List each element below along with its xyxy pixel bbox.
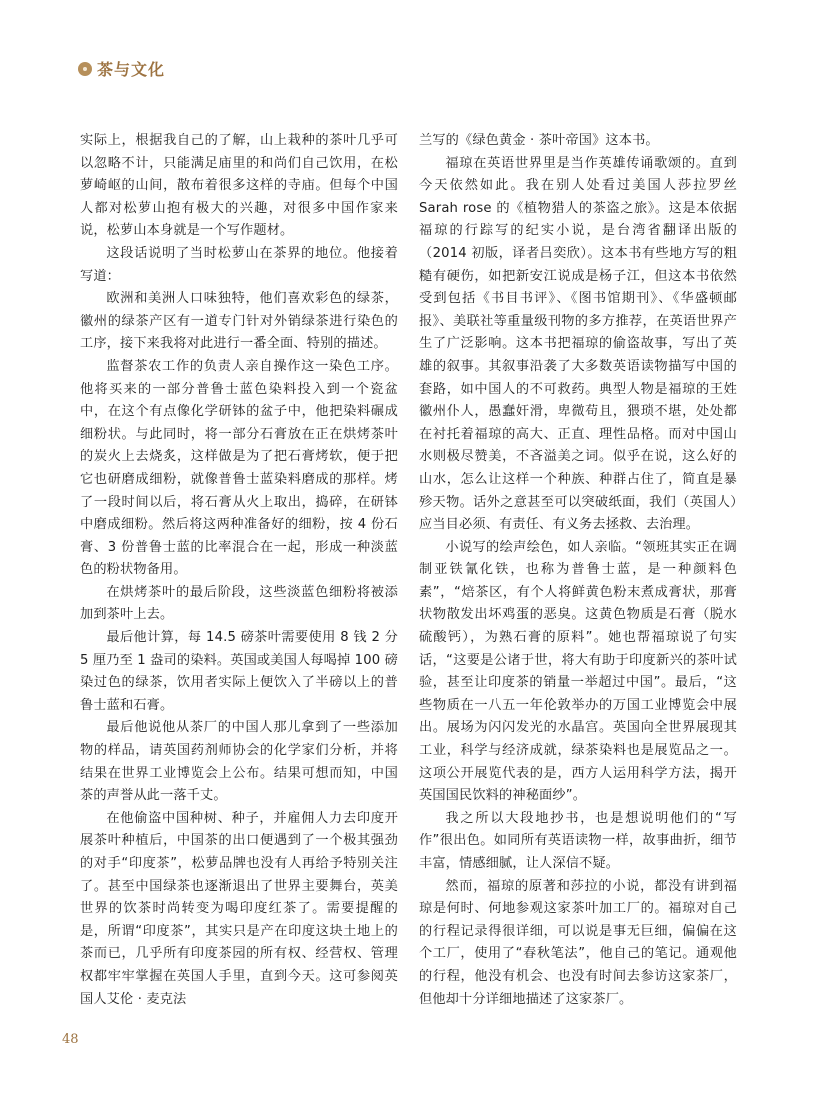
paragraph: 这段话说明了当时松萝山在茶界的地位。他接着写道： (80, 245, 398, 284)
paragraph: 最后他说他从茶厂的中国人那儿拿到了一些添加物的样品，请英国药剂师协会的化学家们分析，并将结果在世界工业博览会上公布。结果可想而知，中国茶的声誉从此一落千丈。 (80, 720, 398, 804)
left-column (80, 130, 398, 1011)
page-number: 48 (62, 1032, 79, 1047)
paragraph: 实际上，根据我自己的了解，山上栽种的茶叶几乎可以忽略不计，只能满足庙里的和尚们自己饮用，在松萝崎岖的山间，散布着很多这样的寺庙。但每个中国人都对松萝山抱有极大的兴趣，对很多中国作家来说，松萝山本身就是一个写作题材。 (80, 133, 398, 239)
paragraph: 然而，福琼的原著和莎拉的小说，都没有讲到福琼是何时、何地参观这家茶叶加工厂的。福琼对自己的行程记录得很详细，可以说是事无巨细，偏偏在这个工厂，使用了“春秋笔法”，他自己的笔记。通观他的行程，他没有机会、也没有时间去参访这家茶厂，但他却十分详细地描述了这家茶厂。 (419, 878, 737, 1007)
paragraph: 我之所以大段地抄书，也是想说明他们的“写作”很出色。如同所有英语读物一样，故事曲折，细节丰富，情感细腻，让人深信不疑。 (419, 810, 737, 871)
paragraph: 在他偷盗中国种树、种子，并雇佣人力去印度开展茶叶种植后，中国茶的出口便遇到了一个极其强劲的对手“印度茶”，松萝品牌也没有人再给予特别关注了。甚至中国绿茶也逐渐退出了世界主要舞台，英美世界的饮茶时尚转变为喝印度红茶了。需要提醒的是，所谓“印度茶”，其实只是产在印度这块土地上的茶而已，几乎所有印度茶园的所有权、经营权、管理权都牢牢掌握在英国人手里，直到今天。这可参阅英国人艾伦 · 麦克法 (80, 810, 398, 1007)
paragraph: 最后他计算，每 14.5 磅茶叶需要使用 8 钱 2 分 5 厘乃至 1 盎司的染料。英国或美国人每喝掉 100 磅染过色的绿茶，饮用者实际上便饮入了半磅以上的普鲁士蓝和石膏。 (80, 630, 398, 713)
right-column (419, 130, 737, 1011)
paragraph: 在烘烤茶叶的最后阶段，这些淡蓝色细粉将被添加到茶叶上去。 (80, 584, 398, 623)
section-header (78, 57, 165, 80)
paragraph: 小说写的绘声绘色，如人亲临。“领班其实正在调制亚铁氰化铁，也称为普鲁士蓝，是一种颜料色素”，“焙茶区，有个人将鲜黄色粉末煮成膏状，那膏状物散发出坏鸡蛋的恶臭。这黄色物质是石膏（脱水硫酸钙），为熟石膏的原料”。她也帮福琼说了句实话，“这要是公诸于世，将大有助于印度新兴的茶叶试验，甚至让印度茶的销量一举超过中国”。最后，“这些物质在一八五一年伦敦举办的万国工业博览会中展出。展场为闪闪发光的水晶宫。英国向全世界展现其工业，科学与经济成就，绿茶染料也是展览品之一。这项公开展览代表的是，西方人运用科学方法，揭开英国国民饮料的神秘面纱”。 (419, 539, 737, 804)
section-title: 茶与文化 (97, 60, 166, 79)
paragraph: 监督茶农工作的负责人亲自操作这一染色工序。他将买来的一部分普鲁士蓝色染料投入到一个瓷盆中，在这个有点像化学研钵的盆子中，他把染料碾成细粉状。与此同时，将一部分石膏放在正在烘烤茶叶的炭火上去烧炙，这样做是为了把石膏烤软，便于把它也研磨成细粉，就像普鲁士蓝染料磨成的那样。烤了一段时间以后，将石膏从火上取出，捣碎，在研钵中磨成细粉。然后将这两种准备好的细粉，按 4 份石膏、3 份普鲁士蓝的比率混合在一起，形成一种淡蓝色的粉状物备用。 (80, 358, 398, 578)
paragraph: 欧洲和美洲人口味独特，他们喜欢彩色的绿茶，徽州的绿茶产区有一道专门针对外销绿茶进行染色的工序，接下来我将对此进行一番全面、特别的描述。 (80, 291, 398, 352)
paragraph: 兰写的《绿色黄金 · 茶叶帝国》这本书。 (419, 133, 659, 148)
paragraph: 福琼在英语世界里是当作英雄传诵歌颂的。直到今天依然如此。我在别人处看过美国人莎拉罗丝 Sarah rose 的《植物猎人的茶盗之旅》。这是本依据福琼的行踪写的纪实小说，是台湾省翻译出版的（2014 初版，译者吕奕欣）。这本书有些地方写的粗糙有硬伤，如把新安江说成是杨子江，但这本书依然受到包括《书目书评》、《图书馆期刊》、《华盛顿邮报》、美联社等重量级刊物的多方推荐，在英语世界产生了广泛影响。这本书把福琼的偷盗故事，写出了英雄的叙事。其叙事沿袭了大多数英语读物描写中国的套路，如中国人的不可救药。典型人物是福琼的王姓徽州仆人，愚蠢奸滑，卑微苟且，猥琐不堪，处处都在衬托着福琼的高大、正直、理性品格。而对中国山水则极尽赞美，不吝溢美之词。似乎在说，这么好的山水，怎么让这样一个种族、种群占住了，简直是暴殄天物。话外之意甚至可以突破纸面，我们（英国人）应当目必须、有责任、有义务去拯救、去治理。 (419, 155, 737, 533)
tea-logo-icon (78, 62, 92, 76)
